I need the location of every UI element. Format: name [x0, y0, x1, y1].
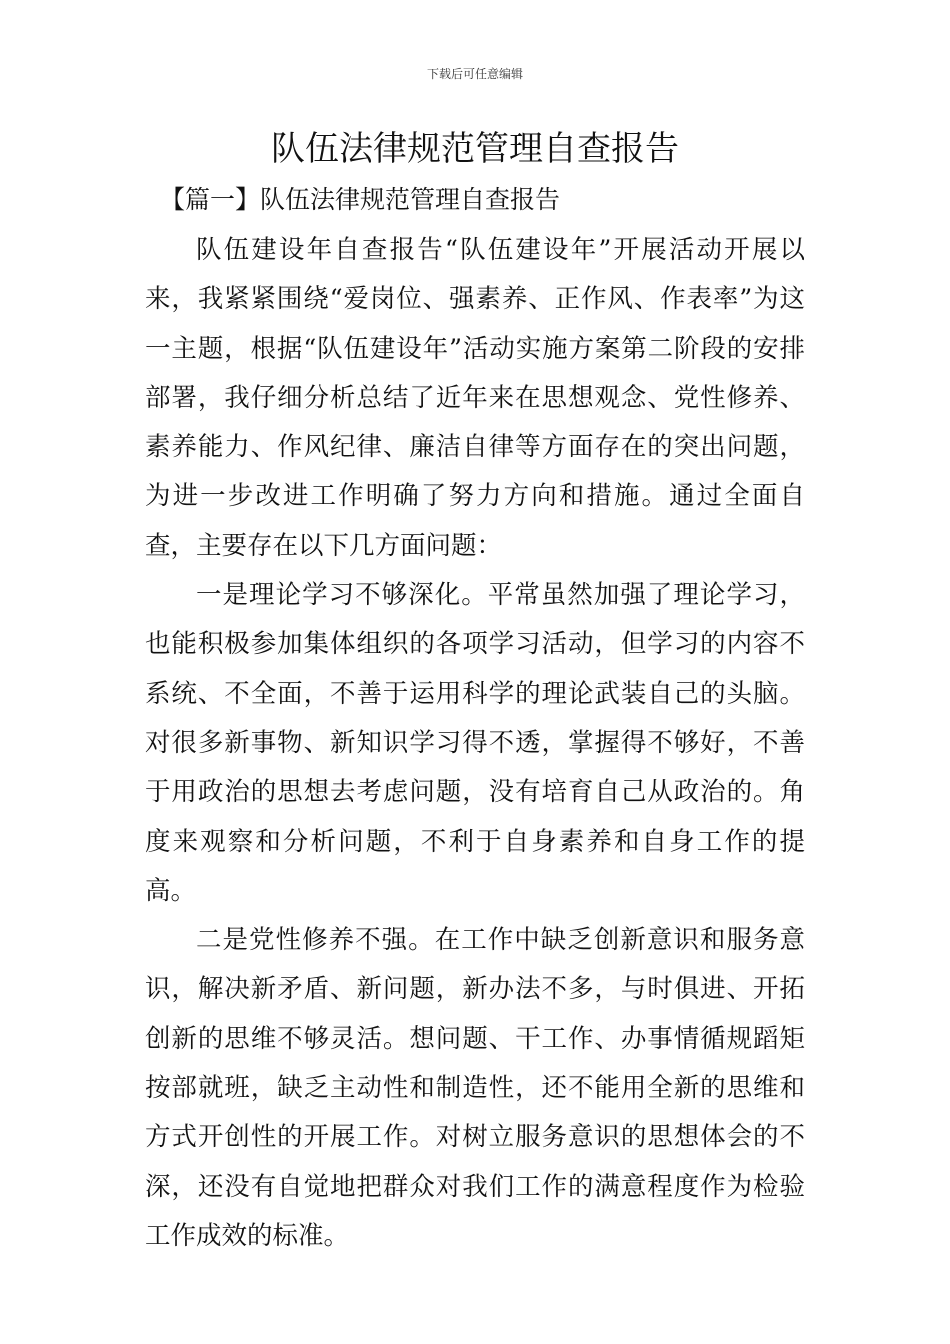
paragraph-intro: 队伍建设年自查报告“队伍建设年”开展活动开展以来，我紧紧围绕“爱岗位、强素养、正作风、作表率”为这一主题，根据“队伍建设年”活动实施方案第二阶段的安排部署，我仔细分析总结了近年来在思想观念、党性修养、素养能力、作风纪律、廉洁自律等方面存在的突出问题，为进一步改进工作明确了努力方向和措施。通过全面自查，主要存在以下几方面问题： — [145, 235, 805, 561]
section-subtitle: 【篇一】队伍法律规范管理自查报告 — [160, 185, 561, 214]
paragraph-theory-study: 一是理论学习不够深化。平常虽然加强了理论学习，也能积极参加集体组织的各项学习活动，但学习的内容不系统、不全面，不善于运用科学的理论武装自己的头脑。对很多新事物、新知识学习得不透，掌握得不够好，不善于用政治的思想去考虑问题，没有培育自己从政治的。角度来观察和分析问题，不利于自身素养和自身工作的提高。 — [145, 580, 805, 906]
document-title: 队伍法律规范管理自查报告 — [271, 129, 679, 169]
document-body — [145, 226, 805, 1261]
header-note: 下载后可任意编辑 — [426, 67, 523, 81]
paragraph-party-cultivation: 二是党性修养不强。在工作中缺乏创新意识和服务意识，解决新矛盾、新问题，新办法不多，与时俱进、开拓创新的思维不够灵活。想问题、干工作、办事情循规蹈矩按部就班，缺乏主动性和制造性，还不能用全新的思维和方式开创性的开展工作。对树立服务意识的思想体会的不深，还没有自觉地把群众对我们工作的满意程度作为检验工作成效的标准。 — [145, 925, 805, 1251]
